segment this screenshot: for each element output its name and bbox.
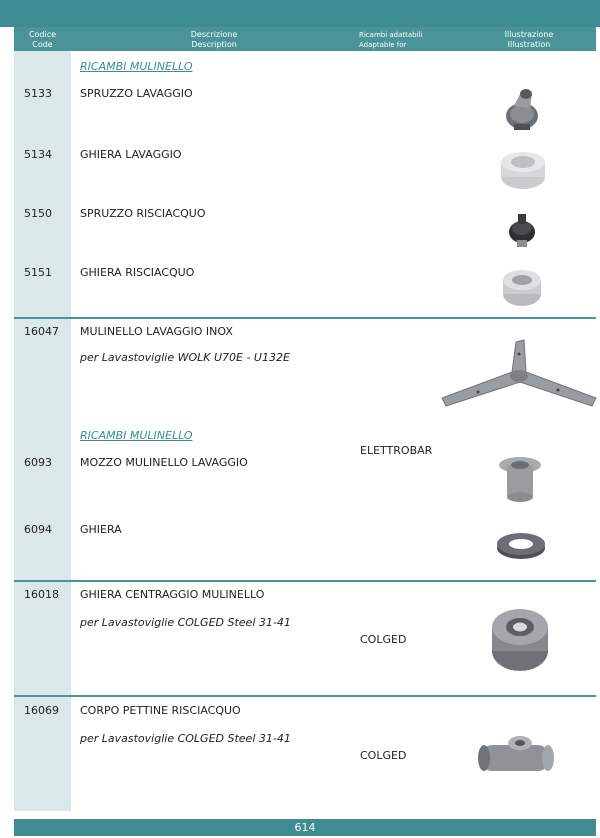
item-description: SPRUZZO LAVAGGIO (80, 87, 193, 100)
item-description: CORPO PETTINE RISCIACQUO (80, 704, 241, 717)
rinse-comb-body-icon (476, 731, 556, 779)
flat-ring-icon (496, 530, 546, 560)
item-code: 5151 (24, 266, 52, 279)
item-description: SPRUZZO RISCIACQUO (80, 207, 206, 220)
spray-nozzle-icon (500, 84, 544, 132)
item-code: 16069 (24, 704, 59, 717)
item-code: 6094 (24, 523, 52, 536)
section-divider (14, 317, 596, 319)
header-code: Codice Code (28, 30, 57, 49)
adaptable-for: COLGED (360, 633, 407, 646)
ring-nut-icon (501, 266, 543, 308)
item-description: GHIERA CENTRAGGIO MULINELLO (80, 588, 265, 601)
wash-arm-icon (438, 334, 600, 410)
item-note: per Lavastoviglie WOLK U70E - U132E (80, 351, 290, 364)
code-column-background (14, 27, 71, 811)
item-description: MULINELLO LAVAGGIO INOX (80, 325, 233, 338)
item-code: 5150 (24, 207, 52, 220)
ring-nut-icon (499, 150, 547, 190)
header-adaptable: Ricambi adattabili Adaptable for (359, 31, 423, 49)
hub-icon (497, 455, 543, 509)
item-code: 6093 (24, 456, 52, 469)
centering-ring-icon (490, 603, 550, 675)
section-divider (14, 580, 596, 582)
header-description: Descrizione Description (190, 30, 238, 49)
item-description: MOZZO MULINELLO LAVAGGIO (80, 456, 248, 469)
adaptable-for: COLGED (360, 749, 407, 762)
section-heading[interactable]: RICAMBI MULINELLO (80, 60, 193, 73)
page-number: 614 (14, 819, 596, 836)
item-code: 16047 (24, 325, 59, 338)
item-description: GHIERA (80, 523, 122, 536)
item-code: 5134 (24, 148, 52, 161)
item-description: GHIERA LAVAGGIO (80, 148, 182, 161)
item-note: per Lavastoviglie COLGED Steel 31-41 (80, 616, 291, 629)
rinse-nozzle-icon (507, 210, 537, 248)
header-illustration: Illustrazione Illustration (504, 30, 554, 49)
item-code: 16018 (24, 588, 59, 601)
table-header (14, 27, 596, 51)
adaptable-for: ELETTROBAR (360, 444, 433, 457)
section-divider (14, 695, 596, 697)
item-note: per Lavastoviglie COLGED Steel 31-41 (80, 732, 291, 745)
item-description: GHIERA RISCIACQUO (80, 266, 195, 279)
item-code: 5133 (24, 87, 52, 100)
section-subheading[interactable]: RICAMBI MULINELLO (80, 429, 193, 442)
top-banner (0, 0, 600, 27)
